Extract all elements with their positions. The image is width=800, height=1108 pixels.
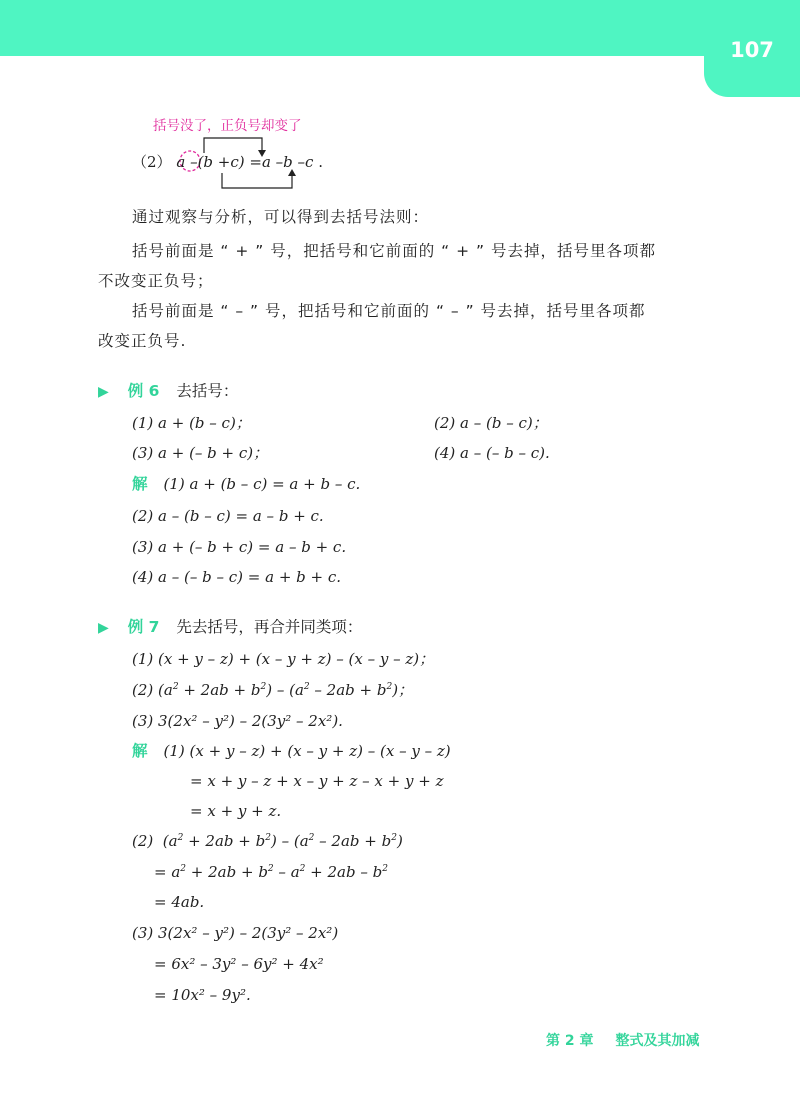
rule-example-label: （2） <box>132 153 172 171</box>
example7-q2: (2) $(a^2 + 2ab + b^2) - (a^2 - 2ab + b^2)$； <box>132 681 414 699</box>
example6-s3: (3) a + (– b + c) = a – b + c. <box>132 538 347 556</box>
example7-s3-l2: = 6x² – 3y² – 6y² + 4x² <box>154 955 324 973</box>
example6-q1: (1) a + (b – c)； <box>132 414 251 432</box>
example7-s1-l3: = x + y + z. <box>190 802 282 820</box>
page-number: 107 <box>730 38 774 62</box>
example6-solution-label: 解 <box>132 475 148 493</box>
example7-label: 例 7 <box>127 618 160 636</box>
example7-s3-l1: (3) 3(2x² – y²) – 2(3y² – 2x²) <box>132 924 339 942</box>
rule-example-eq: =a –b –c <box>249 153 314 171</box>
rule-example-end: . <box>318 153 324 171</box>
example6-s4: (4) a – (– b – c) = a + b + c. <box>132 568 342 586</box>
bottom-bracket-line <box>222 173 292 188</box>
rule2-line-b: 改变正负号. <box>98 332 187 350</box>
chapter-footer <box>546 1030 700 1050</box>
example7-q1: (1) (x + y – z) + (x – y + z) – (x – y – z)； <box>132 650 435 668</box>
example7-s2-l2: = $a^2 + 2ab + b^2 - a^2 + 2ab - b^2$ <box>154 863 388 881</box>
rule1-line-a: 括号前面是 “ + ” 号，把括号和它前面的 “ + ” 号去掉，括号里各项都 <box>132 242 657 260</box>
example6-s2: (2) a – (b – c) = a – b + c. <box>132 507 324 525</box>
example7-s2-label: (2) <box>132 832 154 850</box>
footer-chapter: 第 2 章 <box>546 1033 594 1049</box>
rule-example-mid: –(b +c) <box>190 153 245 171</box>
example6-arrow-icon: ▶ <box>98 384 109 400</box>
example6-q4: (4) a – (– b – c). <box>434 444 550 462</box>
example7-s1-l1: (1) (x + y – z) + (x – y + z) – (x – y – z) <box>163 742 451 760</box>
bracket-annotation: 括号没了，正负号却变了 <box>153 118 302 134</box>
footer-title: 整式及其加减 <box>615 1033 700 1049</box>
example6-task: 去括号： <box>176 382 239 400</box>
example7-s1-l2: = x + y – z + x – y + z – x + y + z <box>190 772 444 790</box>
example6-s1: (1) a + (b – c) = a + b – c. <box>163 475 361 493</box>
example7-solution-1 <box>132 740 451 762</box>
example7-s2-l3: = 4ab. <box>154 893 205 911</box>
example6-q2: (2) a – (b – c)； <box>434 414 548 432</box>
example7-solution-label: 解 <box>132 742 148 760</box>
example7-heading <box>98 616 362 639</box>
example7-arrow-icon: ▶ <box>98 620 109 636</box>
example6-q3: (3) a + (– b + c)； <box>132 444 269 462</box>
rule-example-line <box>132 151 323 173</box>
example6-solution-1 <box>132 473 360 495</box>
example6-heading <box>98 380 238 403</box>
intro-line: 通过观察与分析，可以得到去括号法则： <box>132 208 430 226</box>
example6-label: 例 6 <box>127 382 160 400</box>
rule2-line-a: 括号前面是 “ – ” 号，把括号和它前面的 “ – ” 号去掉，括号里各项都 <box>132 302 646 320</box>
example7-s3-l3: = 10x² – 9y². <box>154 986 251 1004</box>
bracket-arrows <box>0 0 800 200</box>
example7-q2-label: (2) <box>132 681 154 699</box>
example7-task: 先去括号，再合并同类项： <box>176 618 363 636</box>
rule-example-a: a <box>176 153 186 171</box>
rule1-line-b: 不改变正负号； <box>98 272 214 290</box>
example7-q3: (3) 3(2x² – y²) – 2(3y² – 2x²). <box>132 712 343 730</box>
example7-s2-l1: (2) $(a^2 + 2ab + b^2) - (a^2 - 2ab + b^2)$ <box>132 832 403 850</box>
